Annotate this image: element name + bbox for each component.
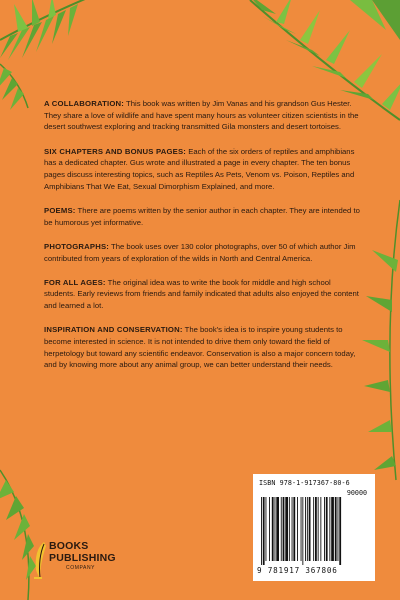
- blurb-paragraph-all-ages: [44, 277, 362, 312]
- barcode-bar: [272, 497, 274, 561]
- paragraph-body: The book's idea is to inspire young students to become interested in science. It is not intended to drive them only toward the field of herpetology but toward any scientific endeavor. Conservation is also a major concern today, and by knowing more about any animal group, we can better understand their needs.: [44, 325, 356, 370]
- barcode-bar: [331, 497, 334, 561]
- barcode-bar: [261, 497, 262, 565]
- blurb-paragraph-photographs: [44, 241, 362, 264]
- barcode-bar: [297, 497, 298, 561]
- barcode-bar: [301, 497, 302, 561]
- barcode-bar: [281, 497, 282, 561]
- paragraph-heading: SIX CHAPTERS AND BONUS PAGES:: [44, 146, 187, 156]
- publisher-name-line2: PUBLISHING: [49, 552, 116, 564]
- ean-number: 9 781917 367806: [257, 566, 338, 575]
- blurb-section: [44, 98, 362, 384]
- feather-quill-icon: [32, 540, 48, 580]
- barcode-bar: [283, 497, 285, 561]
- blurb-paragraph-inspiration: [44, 324, 362, 371]
- barcode-bar: [292, 497, 293, 561]
- paragraph-body: Each of the six orders of reptiles and amphibians has a dedicated chapter. Gus wrote and illustrated a page in every chapter. The ten bonus pages discuss interesting topics, such as Reptiles As Pets, Venom vs. Poison, Reptiles and Amphibians That We Eat, Sexual Dimorphism Explained, and more.: [44, 146, 355, 191]
- publisher-name-line3: COMPANY: [66, 565, 96, 571]
- barcode-bar: [318, 497, 319, 561]
- paragraph-body: There are poems written by the senior author in each chapter. They are intended to be humorous yet informative.: [44, 205, 360, 227]
- paragraph-body: The original idea was to write the book for middle and high school students. Early reviews from friends and family indicated that adults also enjoyed the content and learned a lot.: [44, 277, 359, 311]
- paragraph-body: This book was written by Jim Vanas and his grandson Gus Hester. They share a love of wildlife and have spent many hours as volunteer citizen scientists in the desert southwest exploring and tracking transmitted Gila monsters and desert tortoises.: [44, 99, 359, 132]
- paragraph-heading: INSPIRATION AND CONSERVATION:: [44, 325, 183, 335]
- publisher-name-line1: BOOKS: [49, 540, 89, 552]
- barcode-bar: [315, 497, 317, 561]
- barcode-bar: [289, 497, 290, 561]
- paragraph-heading: POEMS:: [44, 205, 76, 215]
- barcode-bar: [309, 497, 311, 561]
- barcode-bar: [276, 497, 279, 561]
- barcode-bars-icon: [259, 497, 369, 565]
- barcode-bar: [263, 497, 265, 565]
- barcode-bar: [339, 497, 341, 565]
- price-code: 90000: [346, 489, 367, 497]
- blurb-paragraph-poems: [44, 205, 362, 228]
- paragraph-heading: FOR ALL AGES:: [44, 277, 106, 287]
- paragraph-body: The book uses over 130 color photographs, over 50 of which author Jim contributed from years of exploration of the wilds in North and Central America.: [44, 241, 356, 263]
- palm-frond-right-icon: [362, 200, 400, 480]
- palm-frond-top-left-icon: [0, 0, 92, 110]
- paragraph-heading: A COLLABORATION:: [44, 99, 125, 108]
- paragraph-heading: PHOTOGRAPHS:: [44, 241, 110, 251]
- barcode-bar: [285, 497, 288, 561]
- isbn-text: ISBN 978-1-917367-80-6: [259, 479, 350, 487]
- barcode-bar: [313, 497, 314, 561]
- barcode-bar: [269, 497, 270, 561]
- barcode-bar: [320, 497, 321, 561]
- blurb-paragraph-chapters: [44, 146, 362, 193]
- blurb-paragraph-collaboration: [44, 98, 362, 133]
- barcode-bar: [302, 497, 303, 565]
- palm-frond-bottom-left-icon: [0, 470, 36, 600]
- barcode-bar: [329, 497, 330, 561]
- barcode-bar: [293, 497, 295, 561]
- barcode-bar: [266, 497, 267, 561]
- barcode-bar: [335, 497, 337, 561]
- isbn-barcode: [253, 474, 375, 581]
- barcode-bar: [326, 497, 328, 561]
- barcode-bar: [324, 497, 325, 561]
- barcode-bar: [338, 497, 339, 561]
- barcode-bar: [275, 497, 276, 561]
- publisher-logo: [32, 540, 122, 590]
- barcode-bar: [305, 497, 306, 561]
- barcode-bar: [307, 497, 308, 561]
